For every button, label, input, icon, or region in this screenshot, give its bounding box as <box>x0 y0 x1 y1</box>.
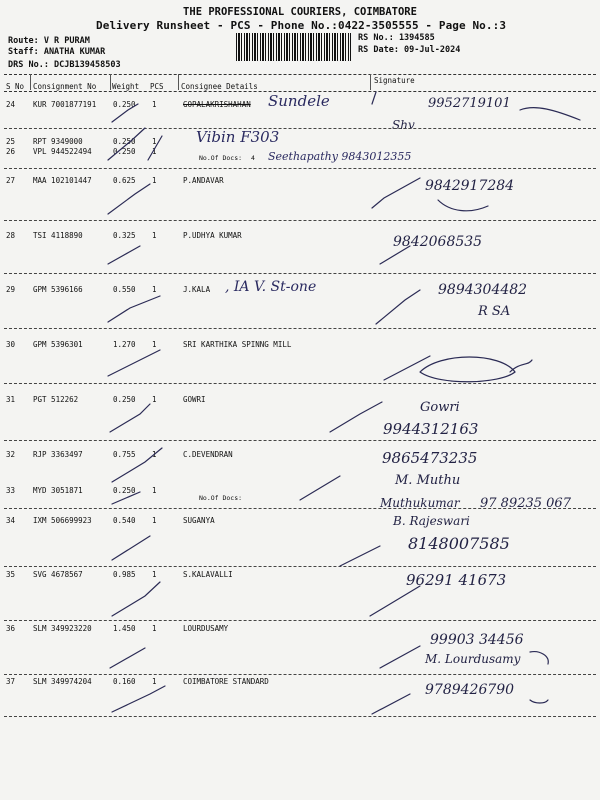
docs-label: No.Of Docs: <box>199 494 243 502</box>
signature-phone: 9894304482 <box>438 282 528 298</box>
signature-stroke <box>380 646 420 668</box>
rs-number: RS No.: 1394585 <box>358 33 435 43</box>
route-label: Route: V R PURAM <box>8 36 90 46</box>
row-consignment: KUR 7001877191 <box>33 100 97 109</box>
row-consignment: RJP 3363497 <box>33 450 83 459</box>
col-sno: S No <box>6 82 25 91</box>
rs-date: RS Date: 09-Jul-2024 <box>358 45 461 55</box>
row-consignee: P.UDHYA KUMAR <box>183 231 242 240</box>
row-sno: 31 <box>6 395 16 404</box>
row-consignee: COIMBATORE STANDARD <box>183 677 269 686</box>
row-pcs: 1 <box>152 624 157 633</box>
row-sno: 37 <box>6 677 16 686</box>
signature-phone: 96291 41673 <box>406 571 507 589</box>
row-pcs: 1 <box>152 176 157 185</box>
signature-stroke <box>376 290 420 324</box>
row-weight: 0.550 <box>113 285 136 294</box>
row-pcs: 1 <box>152 147 157 156</box>
row-weight: 0.250 <box>113 147 136 156</box>
row-consignee: J.KALA <box>183 285 211 294</box>
tick-mark <box>112 582 160 616</box>
row-sno: 28 <box>6 231 16 240</box>
tick-mark <box>112 686 165 712</box>
row-consignee: SRI KARTHIKA SPINNG MILL <box>183 340 292 349</box>
signature-extra: M. Muthu <box>395 473 461 488</box>
signature-stroke <box>438 200 488 211</box>
row-consignment: RPT 9349000 <box>33 137 83 146</box>
row-weight: 0.250 <box>113 486 136 495</box>
signature-extra: R SA <box>478 304 511 319</box>
tick-mark <box>112 104 138 122</box>
signature-stroke <box>372 178 420 208</box>
signature-stroke <box>384 356 430 380</box>
signature-phone: 9952719101 <box>428 96 511 111</box>
signature-extra: M. Lourdusamy <box>425 652 521 666</box>
signature-phone: 9865473235 <box>382 449 478 467</box>
col-weight: Weight <box>112 82 140 91</box>
row-consignment: VPL 944522494 <box>33 147 92 156</box>
row-consignment: SVG 4678567 <box>33 570 83 579</box>
row-consignment: MYD 3051871 <box>33 486 83 495</box>
runsheet-subtitle: Delivery Runsheet - PCS - Phone No.:0422-3505555 - Page No.:3 <box>96 19 507 32</box>
signature-stroke <box>340 546 380 566</box>
tick-mark <box>112 448 162 482</box>
signature-phone: 9842917284 <box>425 178 515 194</box>
row-weight: 0.755 <box>113 450 136 459</box>
signature-stroke <box>330 402 382 432</box>
signature-extra: Gowri <box>420 400 460 415</box>
signature-extra: Shv <box>392 118 415 132</box>
docs-label: No.Of Docs: <box>199 154 243 162</box>
col-signature: Signature <box>374 76 415 85</box>
docs-count: 4 <box>251 154 255 162</box>
row-weight: 0.160 <box>113 677 136 686</box>
col-consignment: Consignment No <box>33 82 97 91</box>
handwritten-note: , IA V. St-one <box>225 279 317 295</box>
signature-extra: Muthukumar <box>380 496 460 510</box>
row-consignment: IXM 506699923 <box>33 516 92 525</box>
row-consignment: PGT 512262 <box>33 395 79 404</box>
row-weight: 0.250 <box>113 137 136 146</box>
tick-mark <box>112 492 140 504</box>
handwritten-note: Sundele <box>268 92 330 110</box>
company-title: THE PROFESSIONAL COURIERS, COIMBATORE <box>183 6 417 18</box>
row-weight: 0.325 <box>113 231 136 240</box>
drs-number: DRS No.: DCJB139458503 <box>8 60 121 70</box>
row-weight: 0.625 <box>113 176 136 185</box>
col-consignee: Consignee Details <box>181 82 258 91</box>
signature-phone: 97 89235 067 <box>480 496 571 511</box>
tick-mark <box>110 404 150 432</box>
row-sno: 32 <box>6 450 16 459</box>
signature-stroke <box>530 700 548 703</box>
signature-stroke <box>372 92 376 104</box>
row-consignment: TSI 4118890 <box>33 231 83 240</box>
row-sno: 33 <box>6 486 16 495</box>
signature-phone: 9842068535 <box>393 234 483 250</box>
signature-stroke <box>530 652 548 664</box>
signature-phone: 9944312163 <box>383 420 479 438</box>
signature-phone: 9789426790 <box>425 682 515 698</box>
row-consignment: GPM 5396166 <box>33 285 83 294</box>
row-sno: 30 <box>6 340 16 349</box>
row-weight: 1.270 <box>113 340 136 349</box>
tick-mark <box>112 536 150 560</box>
row-pcs: 1 <box>152 570 157 579</box>
handwritten-note: Seethapathy 9843012355 <box>268 150 412 163</box>
row-sno: 34 <box>6 516 16 525</box>
tick-mark <box>108 184 150 214</box>
row-pcs: 1 <box>152 340 157 349</box>
row-weight: 1.450 <box>113 624 136 633</box>
signature-stroke <box>420 357 515 382</box>
row-consignment: GPM 5396301 <box>33 340 83 349</box>
row-pcs: 1 <box>152 285 157 294</box>
row-pcs: 1 <box>152 450 157 459</box>
row-sno: 27 <box>6 176 16 185</box>
tick-mark <box>108 350 160 376</box>
row-consignee: GOWRI <box>183 395 206 404</box>
row-sno: 35 <box>6 570 16 579</box>
row-pcs: 1 <box>152 137 157 146</box>
row-consignment: SLM 349923220 <box>33 624 92 633</box>
row-consignment: SLM 349974204 <box>33 677 92 686</box>
row-consignee: C.DEVENDRAN <box>183 450 233 459</box>
tick-mark <box>108 128 145 160</box>
signature-phone: 99903 34456 <box>430 632 524 648</box>
row-sno: 26 <box>6 147 16 156</box>
signature-phone: 8148007585 <box>408 534 510 553</box>
row-sno: 25 <box>6 137 16 146</box>
col-pcs: PCS <box>150 82 164 91</box>
row-sno: 29 <box>6 285 16 294</box>
row-consignee: S.KALAVALLI <box>183 570 233 579</box>
row-pcs: 1 <box>152 100 157 109</box>
row-sno: 36 <box>6 624 16 633</box>
signature-stroke <box>370 586 420 616</box>
tick-mark <box>148 136 162 160</box>
row-pcs: 1 <box>152 395 157 404</box>
row-weight: 0.250 <box>113 395 136 404</box>
signature-stroke <box>380 246 410 264</box>
row-pcs: 1 <box>152 486 157 495</box>
row-consignee: P.ANDAVAR <box>183 176 224 185</box>
signature-stroke <box>520 108 580 120</box>
handwritten-note: Vibin F303 <box>196 128 280 146</box>
signature-extra: B. Rajeswari <box>393 514 470 528</box>
row-weight: 0.250 <box>113 100 136 109</box>
signature-stroke <box>300 476 340 500</box>
row-pcs: 1 <box>152 516 157 525</box>
signature-stroke <box>372 694 410 714</box>
row-consignment: MAA 102101447 <box>33 176 92 185</box>
row-consignee: LOURDUSAMY <box>183 624 229 633</box>
row-consignee: GOPALAKRISHAHAN <box>183 100 251 109</box>
tick-mark <box>108 296 160 322</box>
row-weight: 0.985 <box>113 570 136 579</box>
tick-mark <box>110 648 145 668</box>
row-consignee: SUGANYA <box>183 516 215 525</box>
tick-mark <box>108 246 140 264</box>
staff-label: Staff: ANATHA KUMAR <box>8 47 106 57</box>
row-pcs: 1 <box>152 677 157 686</box>
row-weight: 0.540 <box>113 516 136 525</box>
row-pcs: 1 <box>152 231 157 240</box>
row-sno: 24 <box>6 100 16 109</box>
